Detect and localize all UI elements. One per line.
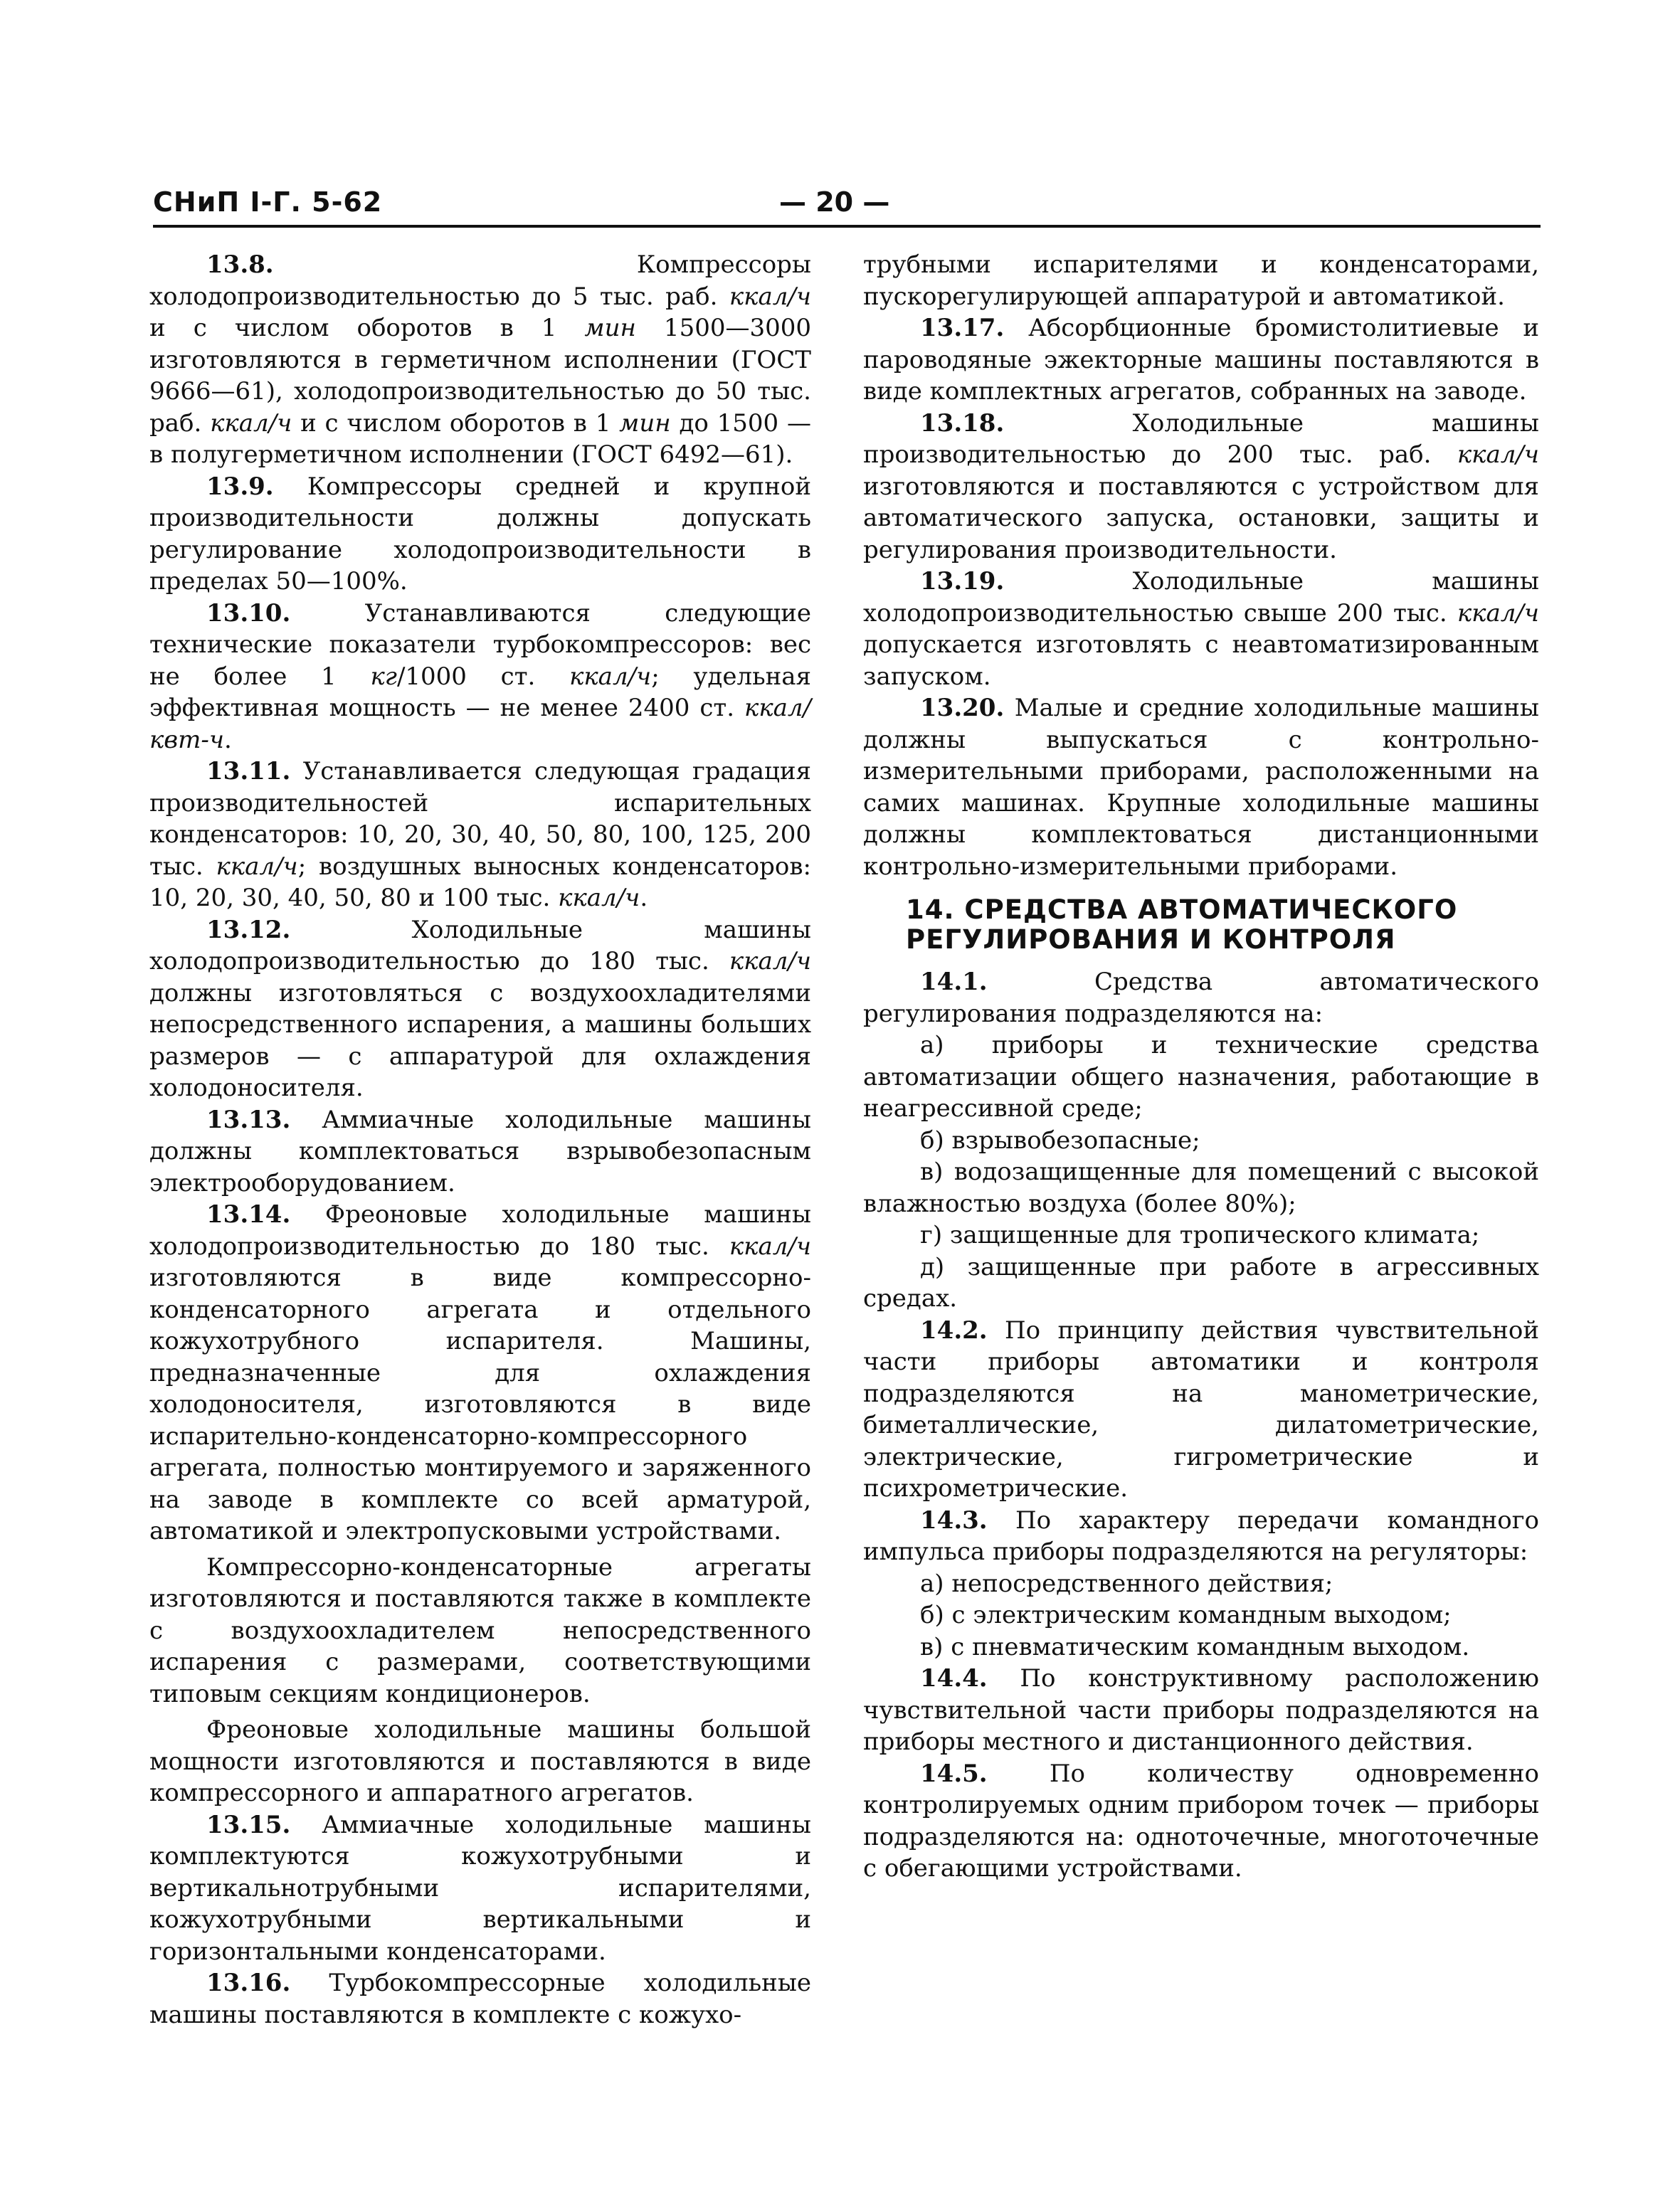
- paragraph-14-4: 14.4. По конструктивному расположению чувствительной части приборы подразделяются на приборы местного и дистанционного действия.: [863, 1664, 1539, 1756]
- paragraph-13-18: 13.18. Холодильные машины производительностью до 200 тыс. раб. ккал/ч изготовляются и поставляются с устройством для автоматического запуска, остановки, защиты и регулирования производительности.: [863, 408, 1539, 564]
- list-item: б) взрывобезопасные;: [920, 1126, 1200, 1155]
- header-rule: [153, 225, 1541, 228]
- paragraph-13-8: 13.8. Компрессоры холодопроизводительностью до 5 тыс. раб. ккал/ч и с числом оборотов в 1 мин 1500—3000 изготовляются в герметичном исполнении (ГОСТ 9666—61), холодопроизводительностью до 50 тыс. раб. ккал/ч и с числом оборотов в 1 мин до 1500 — в полугерметичном исполнении (ГОСТ 6492—61).: [149, 250, 811, 469]
- paragraph-14-5: 14.5. По количеству одновременно контролируемых одним прибором точек — приборы подразделяются на: одноточечные, многоточечные с обегающими устройствами.: [863, 1759, 1539, 1883]
- list-item: а) непосредственного действия;: [920, 1569, 1333, 1598]
- paragraph-14-3: 14.3. По характеру передачи командного импульса приборы подразделяются на регуляторы:: [863, 1506, 1539, 1566]
- paragraph-14-2: 14.2. По принципу действия чувствительной части приборы автоматики и контроля подразделяются на манометрические, биметаллические, дилатометрические, электрические, гигрометрические и психрометрические.: [863, 1316, 1539, 1503]
- paragraph-13-9: 13.9. Компрессоры средней и крупной производительности должны допускать регулирование холодопроизводительности в пределах 50—100%.: [149, 472, 811, 596]
- paragraph-13-13: 13.13. Аммиачные холодильные машины должны комплектоваться взрывобезопасным электрооборудованием.: [149, 1105, 811, 1197]
- list-item: а) приборы и технические средства автоматизации общего назначения, работающие в неагрессивной среде;: [863, 1031, 1539, 1123]
- paragraph-13-10: 13.10. Устанавливаются следующие технические показатели турбокомпрессоров: вес не более 1 кг/1000 ст. ккал/ч; удельная эффективная мощность — не менее 2400 ст. ккал/квт-ч.: [149, 598, 811, 754]
- paragraph-13-17: 13.17. Абсорбционные бромистолитиевые и пароводяные эжекторные машины поставляются в виде комплектных агрегатов, собранных на заводе.: [863, 314, 1539, 406]
- paragraph-13-16-continued: трубными испарителями и конденсаторами, пускорегулирующей аппаратурой и автоматикой.: [863, 250, 1539, 311]
- right-column: [863, 249, 1539, 1885]
- list-item: в) с пневматическим командным выходом.: [920, 1632, 1470, 1661]
- paragraph-13-19: 13.19. Холодильные машины холодопроизводительностью свыше 200 тыс. ккал/ч допускается изготовлять с неавтоматизированным запуском.: [863, 567, 1539, 691]
- list-item: б) с электрическим командным выходом;: [920, 1601, 1452, 1629]
- paragraph-13-20: 13.20. Малые и средние холодильные машины должны выпускаться с контрольно-измерительными приборами, расположенными на самих машинах. Крупные холодильные машины должны комплектоваться дистанционными контрольно-измерительными приборами.: [863, 694, 1539, 881]
- page-number: — 20 —: [779, 186, 890, 218]
- paragraph-13-16: 13.16. Турбокомпрессорные холодильные машины поставляются в комплекте с кожухо-: [149, 1969, 811, 2029]
- paragraph-13-14-b: Компрессорно-конденсаторные агрегаты изготовляются и поставляются также в комплекте с воздухоохладителем непосредственного испарения с размерами, соответствующими типовым секциям кондиционеров.: [149, 1552, 811, 1708]
- list-item: г) защищенные для тропического климата;: [920, 1221, 1480, 1249]
- list-item: в) водозащищенные для помещений с высокой влажностью воздуха (более 80%);: [863, 1158, 1539, 1218]
- section-heading-line-1: 14. СРЕДСТВА АВТОМАТИЧЕСКОГО: [906, 894, 1458, 925]
- page-header: [153, 186, 1541, 229]
- paragraph-13-14: 13.14. Фреоновые холодильные машины холодопроизводительностью до 180 тыс. ккал/ч изготовляются в виде компрессорно-конденсаторного агрегата и отдельного кожухотрубного испарителя. Машины, предназначенные для охлаждения холодоносителя, изготовляются в виде испарительно-конденсаторно-компрессорного агрегата, полностью монтируемого и заряженного на заводе в комплекте со всей арматурой, автоматикой и электропусковыми устройствами.: [149, 1200, 811, 1545]
- paragraph-14-1: 14.1. Средства автоматического регулирования подразделяются на:: [863, 968, 1539, 1028]
- section-14-heading: [863, 895, 1539, 955]
- paragraph-13-14-c: Фреоновые холодильные машины большой мощности изготовляются и поставляются в виде компрессорного и аппаратного агрегатов.: [149, 1715, 811, 1807]
- list-item: д) защищенные при работе в агрессивных средах.: [863, 1252, 1539, 1313]
- paragraph-13-11: 13.11. Устанавливается следующая градация производительностей испарительных конденсаторов: 10, 20, 30, 40, 50, 80, 100, 125, 200 тыс. ккал/ч; воздушных выносных конденсаторов: 10, 20, 30, 40, 50, 80 и 100 тыс. ккал/ч.: [149, 757, 811, 912]
- paragraph-13-12: 13.12. Холодильные машины холодопроизводительностью до 180 тыс. ккал/ч должны изготовляться с воздухоохладителями непосредственного испарения, а машины больших размеров — с аппаратурой для охлаждения холодоносителя.: [149, 915, 811, 1102]
- left-column: [149, 249, 811, 2031]
- paragraph-13-15: 13.15. Аммиачные холодильные машины комплектуются кожухотрубными и вертикальнотрубными испарителями, кожухотрубными вертикальными и горизонтальными конденсаторами.: [149, 1810, 811, 1966]
- document-code: СНиП I-Г. 5-62: [153, 186, 383, 218]
- section-heading-line-2: РЕГУЛИРОВАНИЯ И КОНТРОЛЯ: [906, 924, 1396, 955]
